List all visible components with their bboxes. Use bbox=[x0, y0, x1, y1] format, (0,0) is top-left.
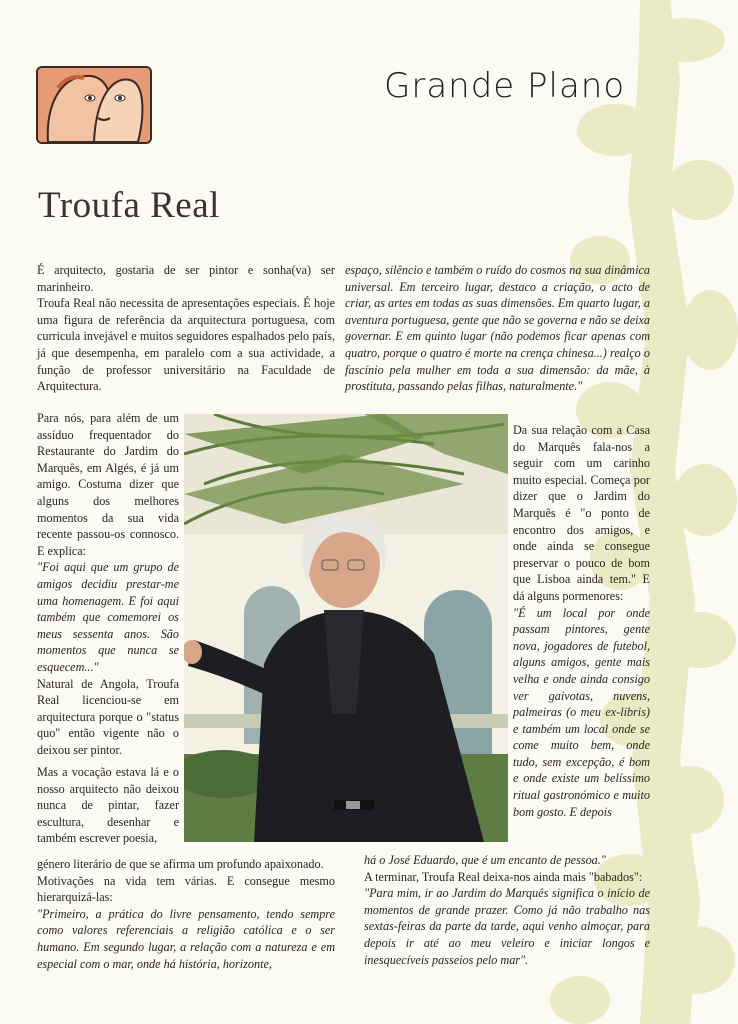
article-column-1-narrow bbox=[37, 410, 179, 758]
quote: há o José Eduardo, que é um encanto de pessoa." bbox=[364, 853, 606, 867]
paragraph: Motivações na vida tem várias. E consegue mesmo hierarquizá-las: bbox=[37, 873, 335, 905]
quote: "Primeiro, a prática do livre pensamento, tendo sempre como valores referenciais a religião católica e o ser humano. Em segundo lugar, a relação com a natureza e em especial com o mar, onde há história, horizonte, bbox=[37, 906, 335, 971]
paragraph: Troufa Real não necessita de apresentações especiais. É hoje uma figura de referência da arquitectura portuguesa, com curricula invejável e muitos seguidores espalhados pelo país, já que desempenha, em paralelo com a sua actividade, a função de professor universitário na Faculdade de Arquitectura. bbox=[37, 296, 335, 394]
article-title: Troufa Real bbox=[38, 185, 220, 226]
quote: "É um local por onde passam pintores, gente nova, jogadores de futebol, alguns amigos, gente mais velha e onde ainda consigo ver gaivotas, nuvens, palmeiras (o meu ex-libris) e também um local onde se come muito bem, onde tudo, sem excepção, é bom e onde existe um belíssimo ritual gastronómico e muito bom gosto. E depois bbox=[513, 605, 650, 819]
article-column-2-bottom bbox=[364, 852, 650, 968]
faces-illustration-icon bbox=[36, 66, 152, 144]
section-title: Grande Plano bbox=[384, 66, 626, 106]
article-column-1 bbox=[37, 262, 335, 395]
paragraph: Mas a vocação estava lá e o nosso arquitecto não deixou nunca de pintar, fazer escultura, desenhar e também escrever poesia, bbox=[37, 765, 179, 846]
article-column-2-narrow bbox=[513, 422, 650, 820]
quote: "Para mim, ir ao Jardim do Marquês significa o início de momentos de grande prazer. Como já não trabalho nas sextas-feiras da parte da tarde, aqui venho almoçar, para depois ir até ao meu veleiro e iniciar longos e inesquecíveis passeios pelo mar". bbox=[364, 886, 650, 967]
paragraph: Para nós, para além de um assíduo frequentador do Restaurante do Jardim do Marquês, em Algés, é já um amigo. Costuma dizer que alguns dos melhores momentos da sua vida recente passou-os connosco. E explica: bbox=[37, 411, 179, 558]
article-column-1-narrow-lower bbox=[37, 764, 179, 847]
article-column-2 bbox=[345, 262, 650, 395]
portrait-photo bbox=[184, 414, 508, 842]
paragraph: É arquitecto, gostaria de ser pintor e sonha(va) ser marinheiro. bbox=[37, 263, 335, 294]
quote: "Foi aqui que um grupo de amigos decidiu prestar-me uma homenagem. E foi aqui também que comemorei os meus sessenta anos. São momentos que nunca se esquecem..." bbox=[37, 560, 179, 674]
paragraph: A terminar, Troufa Real deixa-nos ainda mais "babados": bbox=[364, 869, 643, 884]
paragraph: Natural de Angola, Troufa Real licenciou-se em arquitectura porque o "status quo" então vigente não o deixou ser pintor. bbox=[37, 676, 179, 757]
quote: espaço, silêncio e também o ruído do cosmos na sua dinâmica universal. Em terceiro lugar, destaco a criação, o acto de criar, as artes em todas as suas dimensões. Em quarto lugar, a aventura portuguesa, gente que não se governa e não se deixa governar. E em quinto lugar (não podemos ficar apenas com quatro, porque o quatro é morte na crença chinesa...) realço o fascínio pela mulher em toda a sua dimensão: da mãe, à prostituta, passando pelas filhas, naturalmente." bbox=[345, 263, 650, 394]
article-column-1-bottom bbox=[37, 856, 335, 972]
paragraph: género literário de que se afirma um profundo apaixonado. bbox=[37, 857, 324, 871]
paragraph: Da sua relação com a Casa do Marquês fala-nos a seguir com um carinho muito especial. Começa por dizer que o Jardim do Marquês é "o ponto de encontro dos amigos, e onde ainda se consegue preservar o pouco de bom que Lisboa ainda tem." E dá alguns pormenores: bbox=[513, 423, 650, 603]
